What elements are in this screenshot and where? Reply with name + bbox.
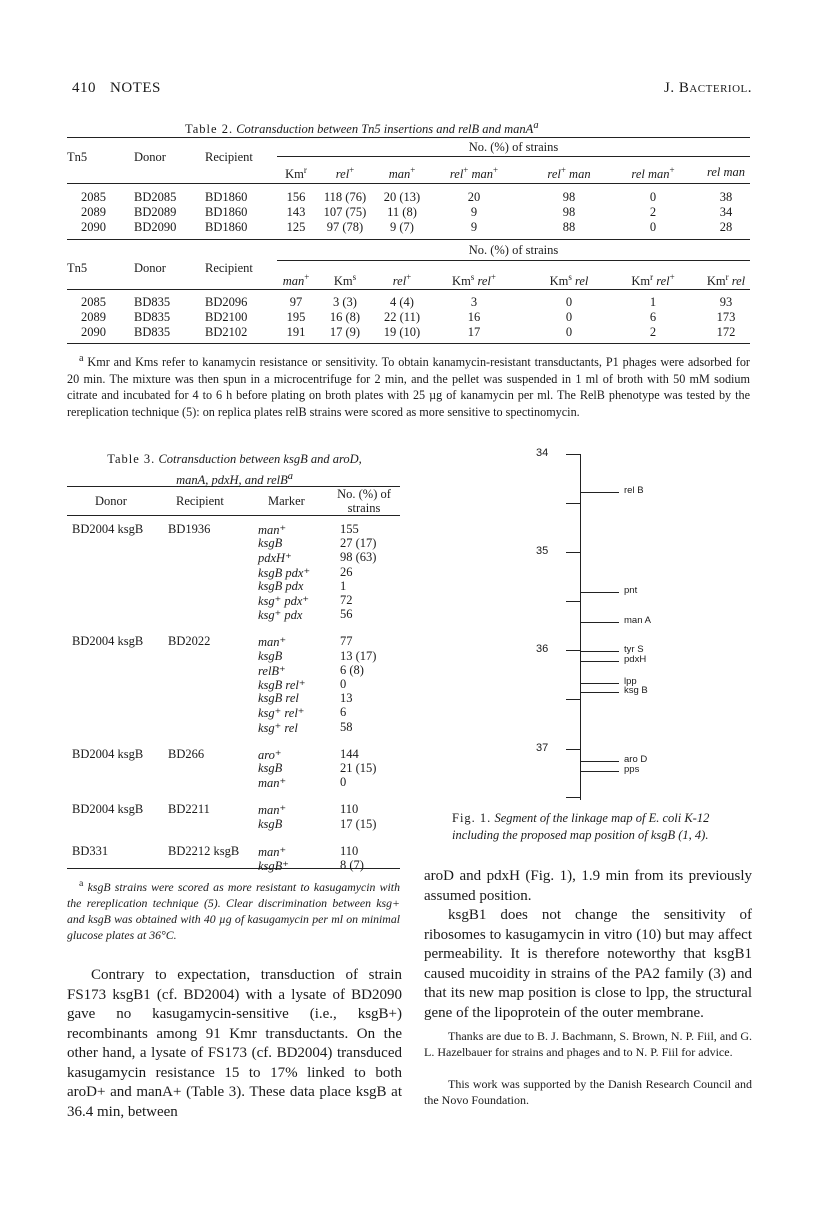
t2-bottom-col-header-sup: s <box>352 272 357 282</box>
t3-col-count-line1: No. (%) of <box>337 487 391 501</box>
t2-bottom-col-header-main: Km <box>631 274 651 289</box>
t2-bottom-cell: 2085 <box>81 295 106 309</box>
t2-top-cell: 9 <box>470 205 478 219</box>
t2-bottom-cell: 173 <box>716 310 736 324</box>
t2-top-col-header-tail-sup: + <box>493 165 499 175</box>
t3-count: 110 <box>340 802 359 817</box>
t3-marker: man⁺ <box>258 844 287 859</box>
t2-top-col-header-sup: + <box>349 165 355 175</box>
map-tick-minor <box>566 699 581 700</box>
t2-top-cell: 98 <box>562 190 576 204</box>
t3-marker: ksgB rel⁺ <box>258 678 306 692</box>
t2-top-cell: BD2089 <box>134 205 177 219</box>
section-label: NOTES <box>110 80 161 96</box>
table2-title-note: a <box>533 120 539 131</box>
t2-bottom-col-header <box>524 272 614 289</box>
t3-count: 0 <box>340 775 347 790</box>
t2-top-cell: 9 (7) <box>390 220 414 234</box>
t2-bottom-col-header-tail: rel <box>728 274 746 289</box>
t3-count: 13 (17) <box>340 648 377 663</box>
table3-title-note: a <box>287 471 293 482</box>
table3-title-label: Table 3. <box>107 452 156 466</box>
t2-bottom-cell: BD835 <box>134 310 171 324</box>
t3-recipient: BD2211 <box>168 802 210 817</box>
t2-bot-col-donor: Donor <box>134 261 166 275</box>
t2-bot-group-header: No. (%) of strains <box>468 243 559 257</box>
map-gene-label: aro D <box>624 754 648 765</box>
t2-bottom-col-header-tail-sup: + <box>490 272 496 282</box>
t2-bottom-col-header-main: Km <box>452 274 471 289</box>
t3-marker: man⁺ <box>258 803 287 818</box>
t2-bottom-cell: 4 (4) <box>390 295 414 309</box>
t2-bottom-col-header-tail-sup: + <box>669 272 675 282</box>
page-number: 410 <box>72 80 96 96</box>
map-tick-major <box>566 552 581 553</box>
t2-top-cell: BD2085 <box>134 190 177 204</box>
map-gene-label: lpp <box>624 676 637 687</box>
t2-bottom-cell: 195 <box>286 310 306 324</box>
t3-marker: ksgB <box>258 816 283 831</box>
table2-footnote <box>67 351 750 420</box>
t2-bottom-cell: 0 <box>565 325 573 339</box>
table2-footnote-text: Kmr and Kms refer to kanamycin resistance or sensitivity. To obtain kanamycin-resistant transductants, P1 phages were adsorbed for 20 min. The mixture was then spun in a microcentrifuge for 2 min, and the pellet was suspended in 1 ml of broth with 50 mM sodium citrate and incubated for 4 to 6 h before plating on broth plates with 25 µg of kanamycin per ml. The RelB phenotype was tested by the rereplication technique (5): on replica plates relB strains were scored as more sensitive to spectinomycin. <box>67 355 750 419</box>
t2-bottom-col-header <box>681 272 771 289</box>
table3-footnote-mark: a <box>79 878 84 889</box>
table3-title-line2: manA, pdxH, and relB <box>176 473 288 488</box>
t3-count: 27 (17) <box>340 536 377 551</box>
t2-top-col-header-main: rel <box>547 167 561 182</box>
map-gene-label: man A <box>624 615 651 626</box>
t2-top-cell: 2 <box>649 205 657 219</box>
t2-top-cell: 38 <box>719 190 733 204</box>
t3-recipient: BD2022 <box>168 634 211 649</box>
map-tick-major <box>566 650 581 651</box>
t2-top-cell: 97 (78) <box>326 220 364 234</box>
t3-marker: ksg⁺ rel <box>258 720 298 735</box>
t2-bottom-cell: 97 <box>289 295 303 309</box>
t3-count: 110 <box>340 843 359 858</box>
t2-top-cell: 2085 <box>81 190 106 204</box>
t3-count: 155 <box>340 522 359 536</box>
map-tick-label: 34 <box>536 447 549 459</box>
t2-top-col-header-tail: man <box>644 167 670 182</box>
t2-bottom-col-header-sup: r <box>650 272 654 282</box>
table3-footnote-text: ksgB strains were scored as more resistant to kasugamycin with the rereplication technique (5). Clear discrimination between ksg+ and ksgB was obtained with 40 µg of kasugamycin per ml on minimal glucose plates at 36°C. <box>67 879 400 942</box>
t2-top-col-header-main: man <box>388 167 411 182</box>
t2-bottom-col-header <box>429 272 519 289</box>
t2-bottom-cell: BD2102 <box>205 325 248 339</box>
t2-top-cell: 34 <box>719 205 733 219</box>
map-gene-tick <box>581 692 619 693</box>
t2-top-col-header <box>429 165 519 182</box>
t2-top-cell: 156 <box>286 190 306 204</box>
t3-donor: BD2004 ksgB <box>72 746 144 761</box>
body-paragraph-right-2: ksgB1 does not change the sensitivity of ribosomes to kasugamycin in vitro (10) but may affect permeability. It is therefore noteworthy that ksgB1 caused mucoidity in strains of the PA2 family (3) and that its new map position is close to lpp, the structural gene of the lipoprotein of the outer membrane. <box>424 907 752 1021</box>
funding-note: This work was supported by the Danish Research Council and the Novo Foundation. <box>424 1077 752 1107</box>
map-gene-label: ksg B <box>624 685 648 696</box>
t2-bottom-cell: 2090 <box>81 325 106 339</box>
t3-donor: BD331 <box>72 843 109 858</box>
table2-title <box>185 120 539 137</box>
map-gene-label: pnt <box>624 585 638 596</box>
map-tick-label: 35 <box>536 545 549 557</box>
t2-top-cell: 143 <box>286 205 306 219</box>
table2-footnote-mark: a <box>79 353 84 364</box>
body-paragraph-right-1: aroD and pdxH (Fig. 1), 1.9 min from its previously assumed position. <box>424 868 752 904</box>
t2-top-cell: 98 <box>562 205 576 219</box>
t3-marker: ksg⁺ pdx⁺ <box>258 594 310 608</box>
t2-bottom-cell: 93 <box>719 295 733 309</box>
t3-marker: ksg⁺ pdx <box>258 608 303 623</box>
t2-top-cell: 125 <box>286 220 306 234</box>
t2-bottom-col-header-tail: rel <box>474 274 491 289</box>
t3-marker: relB⁺ <box>258 663 286 678</box>
t2-bottom-cell: BD835 <box>134 295 171 309</box>
t3-col-count-line2: strains <box>347 501 381 515</box>
map-gene-label: pdxH <box>624 654 647 665</box>
t2-top-col-header-main: Km <box>285 167 304 182</box>
t3-marker: ksgB <box>258 648 283 663</box>
t2-top-col-header-tail: man <box>565 167 591 182</box>
t2-bottom-cell: BD835 <box>134 325 171 339</box>
t3-count: 58 <box>340 719 353 734</box>
t2-bottom-col-header-main: rel <box>392 274 407 289</box>
t3-count: 6 (8) <box>340 662 364 677</box>
figure1-caption-text: Segment of the linkage map of E. coli K-12 including the proposed map position of ksgB (1, 4). <box>452 811 710 842</box>
t3-recipient: BD1936 <box>168 522 211 536</box>
t3-marker: man⁺ <box>258 635 287 650</box>
t3-count: 56 <box>340 607 353 622</box>
t3-marker: ksgB pdx⁺ <box>258 565 311 580</box>
map-gene-label: rel B <box>624 485 644 496</box>
t2-bottom-cell: 2 <box>649 325 657 339</box>
t2-top-cell: BD1860 <box>205 220 248 234</box>
t2-top-cell: 9 <box>470 220 478 234</box>
t2-top-cell: BD1860 <box>205 190 248 204</box>
t3-count: 1 <box>340 578 347 593</box>
t3-recipient: BD2212 ksgB <box>168 843 240 858</box>
map-gene-tick <box>581 492 619 493</box>
map-tick-label: 37 <box>536 742 549 754</box>
t2-top-cell: 0 <box>649 220 657 234</box>
t2-top-cell: 88 <box>562 220 576 234</box>
table3-footnote <box>67 876 400 943</box>
t2-bottom-cell: 6 <box>649 310 657 324</box>
t2-bottom-col-header-sup: + <box>304 272 310 282</box>
map-gene-tick <box>581 761 619 762</box>
t3-marker: ksgB <box>258 761 283 775</box>
t3-count: 77 <box>340 634 353 649</box>
t2-top-cell: 2089 <box>81 205 106 219</box>
t3-marker: man⁺ <box>258 776 287 791</box>
t3-donor: BD2004 ksgB <box>72 522 144 536</box>
t3-count: 0 <box>340 677 347 691</box>
t3-count: 26 <box>340 564 353 579</box>
figure1-caption-label: Fig. 1. <box>452 811 492 825</box>
map-gene-label: pps <box>624 764 640 775</box>
map-gene-tick <box>581 683 619 684</box>
t3-marker: aro⁺ <box>258 747 282 762</box>
t2-bottom-col-header-main: Km <box>706 274 726 289</box>
t2-bottom-cell: 191 <box>286 325 306 339</box>
map-gene-tick <box>581 592 619 593</box>
map-gene-tick <box>581 622 619 623</box>
table2-title-label: Table 2. <box>185 122 234 137</box>
t3-marker: man⁺ <box>258 523 287 537</box>
t2-bottom-cell: 17 (9) <box>329 325 361 339</box>
t2-top-col-header-tail: man <box>468 167 494 182</box>
t2-top-col-header-tail: man <box>720 165 746 179</box>
t2-top-col-header-main: rel <box>706 165 721 179</box>
t2-top-col-header-sup: + <box>560 165 566 175</box>
table3-title-line1: Cotransduction between ksgB and aroD, <box>158 452 362 466</box>
map-gene-tick <box>581 651 619 652</box>
map-tick-major <box>566 749 581 750</box>
t2-top-col-tn5: Tn5 <box>67 150 88 164</box>
t2-bottom-cell: 22 (11) <box>384 310 420 324</box>
t2-bottom-cell: 1 <box>649 295 657 309</box>
t3-col-donor: Donor <box>95 494 127 508</box>
t2-bot-col-tn5: Tn5 <box>67 261 88 275</box>
t2-bottom-cell: BD2096 <box>205 295 248 309</box>
t2-top-col-header-main: rel <box>335 167 350 182</box>
t2-bot-col-recipient: Recipient <box>205 261 253 275</box>
t3-count: 144 <box>340 746 359 761</box>
t2-top-col-header <box>524 165 614 182</box>
t3-count: 98 (63) <box>340 550 377 565</box>
t2-bottom-cell: 3 <box>470 295 478 309</box>
journal-label: J. Bacteriol. <box>664 80 752 96</box>
map-tick-minor <box>566 797 581 798</box>
t2-bottom-cell: 3 (3) <box>333 295 357 309</box>
t2-bottom-col-header-sup: r <box>725 272 729 282</box>
t2-top-col-header-main: rel <box>449 167 464 182</box>
t2-bottom-cell: 2089 <box>81 310 106 324</box>
table3-title <box>67 451 402 489</box>
map-tick-minor <box>566 503 581 504</box>
t2-top-cell: 20 (13) <box>383 190 421 204</box>
t2-bottom-cell: 16 (8) <box>329 310 361 324</box>
t2-top-cell: 28 <box>719 220 733 234</box>
t3-marker: pdxH⁺ <box>258 551 292 566</box>
t2-bottom-cell: BD2100 <box>205 310 248 324</box>
t2-top-group-header: No. (%) of strains <box>468 140 559 154</box>
t3-donor: BD2004 ksgB <box>72 634 144 649</box>
t2-bottom-cell: 17 <box>467 325 481 339</box>
t2-bottom-col-header-sup: + <box>406 272 412 282</box>
acknowledgments: Thanks are due to B. J. Bachmann, S. Brown, N. P. Fiil, and G. L. Hazelbauer for strains and phages and to N. P. Fiil for advice. <box>424 1029 752 1059</box>
t3-count: 6 <box>340 705 347 720</box>
t2-top-cell: 11 (8) <box>387 205 417 219</box>
map-gene-label: tyr S <box>624 644 644 655</box>
map-tick-minor <box>566 601 581 602</box>
t3-count: 13 <box>340 691 353 706</box>
t3-count: 72 <box>340 593 353 607</box>
t2-bottom-col-header-main: man <box>282 274 305 289</box>
t2-top-cell: 0 <box>649 190 657 204</box>
t2-bottom-cell: 172 <box>716 325 736 339</box>
t3-marker: ksgB pdx <box>258 578 304 593</box>
map-tick-label: 36 <box>536 643 549 655</box>
t2-bottom-col-header-main: Km <box>549 274 569 289</box>
t2-top-col-header-sup: + <box>410 165 416 175</box>
figure1-caption <box>452 810 752 844</box>
map-tick-major <box>566 454 581 455</box>
t2-bottom-cell: 19 (10) <box>383 325 421 339</box>
map-gene-tick <box>581 661 619 662</box>
t2-bottom-col-header-tail: rel <box>653 274 670 289</box>
t3-recipient: BD266 <box>168 746 205 761</box>
t3-marker: ksgB rel <box>258 691 299 706</box>
t2-top-col-header-tail-sup: + <box>669 165 675 175</box>
t2-top-cell: BD2090 <box>134 220 177 234</box>
t2-top-col-donor: Donor <box>134 150 166 164</box>
t2-top-col-header-main: rel <box>631 167 645 182</box>
t2-bottom-col-header-tail: rel <box>571 274 589 289</box>
t3-count: 21 (15) <box>340 761 377 775</box>
t3-col-count <box>325 487 403 515</box>
t2-top-col-header-sup: + <box>463 165 469 175</box>
t2-top-cell: 107 (75) <box>323 205 367 219</box>
t2-top-cell: BD1860 <box>205 205 248 219</box>
t2-top-cell: 20 <box>467 190 481 204</box>
t3-col-marker: Marker <box>268 494 305 508</box>
t2-bottom-cell: 0 <box>565 310 573 324</box>
t2-top-cell: 118 (76) <box>323 190 367 204</box>
t3-donor: BD2004 ksgB <box>72 802 144 817</box>
t3-count: 8 (7) <box>340 858 364 872</box>
t3-col-recipient: Recipient <box>176 494 224 508</box>
body-paragraph-left: Contrary to expectation, transduction of strain FS173 ksgB1 (cf. BD2004) with a lysate of BD2090 gave no kasugamycin-sensitive (i.e., ksgB+) recombinants among 91 Kmr transductants. On the other hand, a lysate of FS173 (cf. BD2004) transduced kasugamycin resistance 15 to 17% linked to both aroD+ and manA+ (Table 3). These data place ksgB at 36.4 min, between <box>67 967 402 1120</box>
t2-bottom-cell: 16 <box>467 310 481 324</box>
t2-bottom-col-header-sup: s <box>470 272 475 282</box>
t2-top-col-header-sup: r <box>303 165 307 175</box>
t2-bottom-cell: 0 <box>565 295 573 309</box>
table2-title-text: Cotransduction between Tn5 insertions and relB and manA <box>236 122 534 137</box>
t3-marker: ksgB <box>258 536 283 551</box>
t2-top-col-header <box>681 165 771 180</box>
t2-top-cell: 2090 <box>81 220 106 234</box>
t3-count: 17 (15) <box>340 816 377 831</box>
t2-bottom-col-header-main: Km <box>333 274 353 289</box>
t3-marker: ksgB⁺ <box>258 859 289 873</box>
t3-marker: ksg⁺ rel⁺ <box>258 706 305 721</box>
t2-bottom-col-header-sup: s <box>568 272 572 282</box>
map-gene-tick <box>581 771 619 772</box>
t2-top-col-recipient: Recipient <box>205 150 253 164</box>
